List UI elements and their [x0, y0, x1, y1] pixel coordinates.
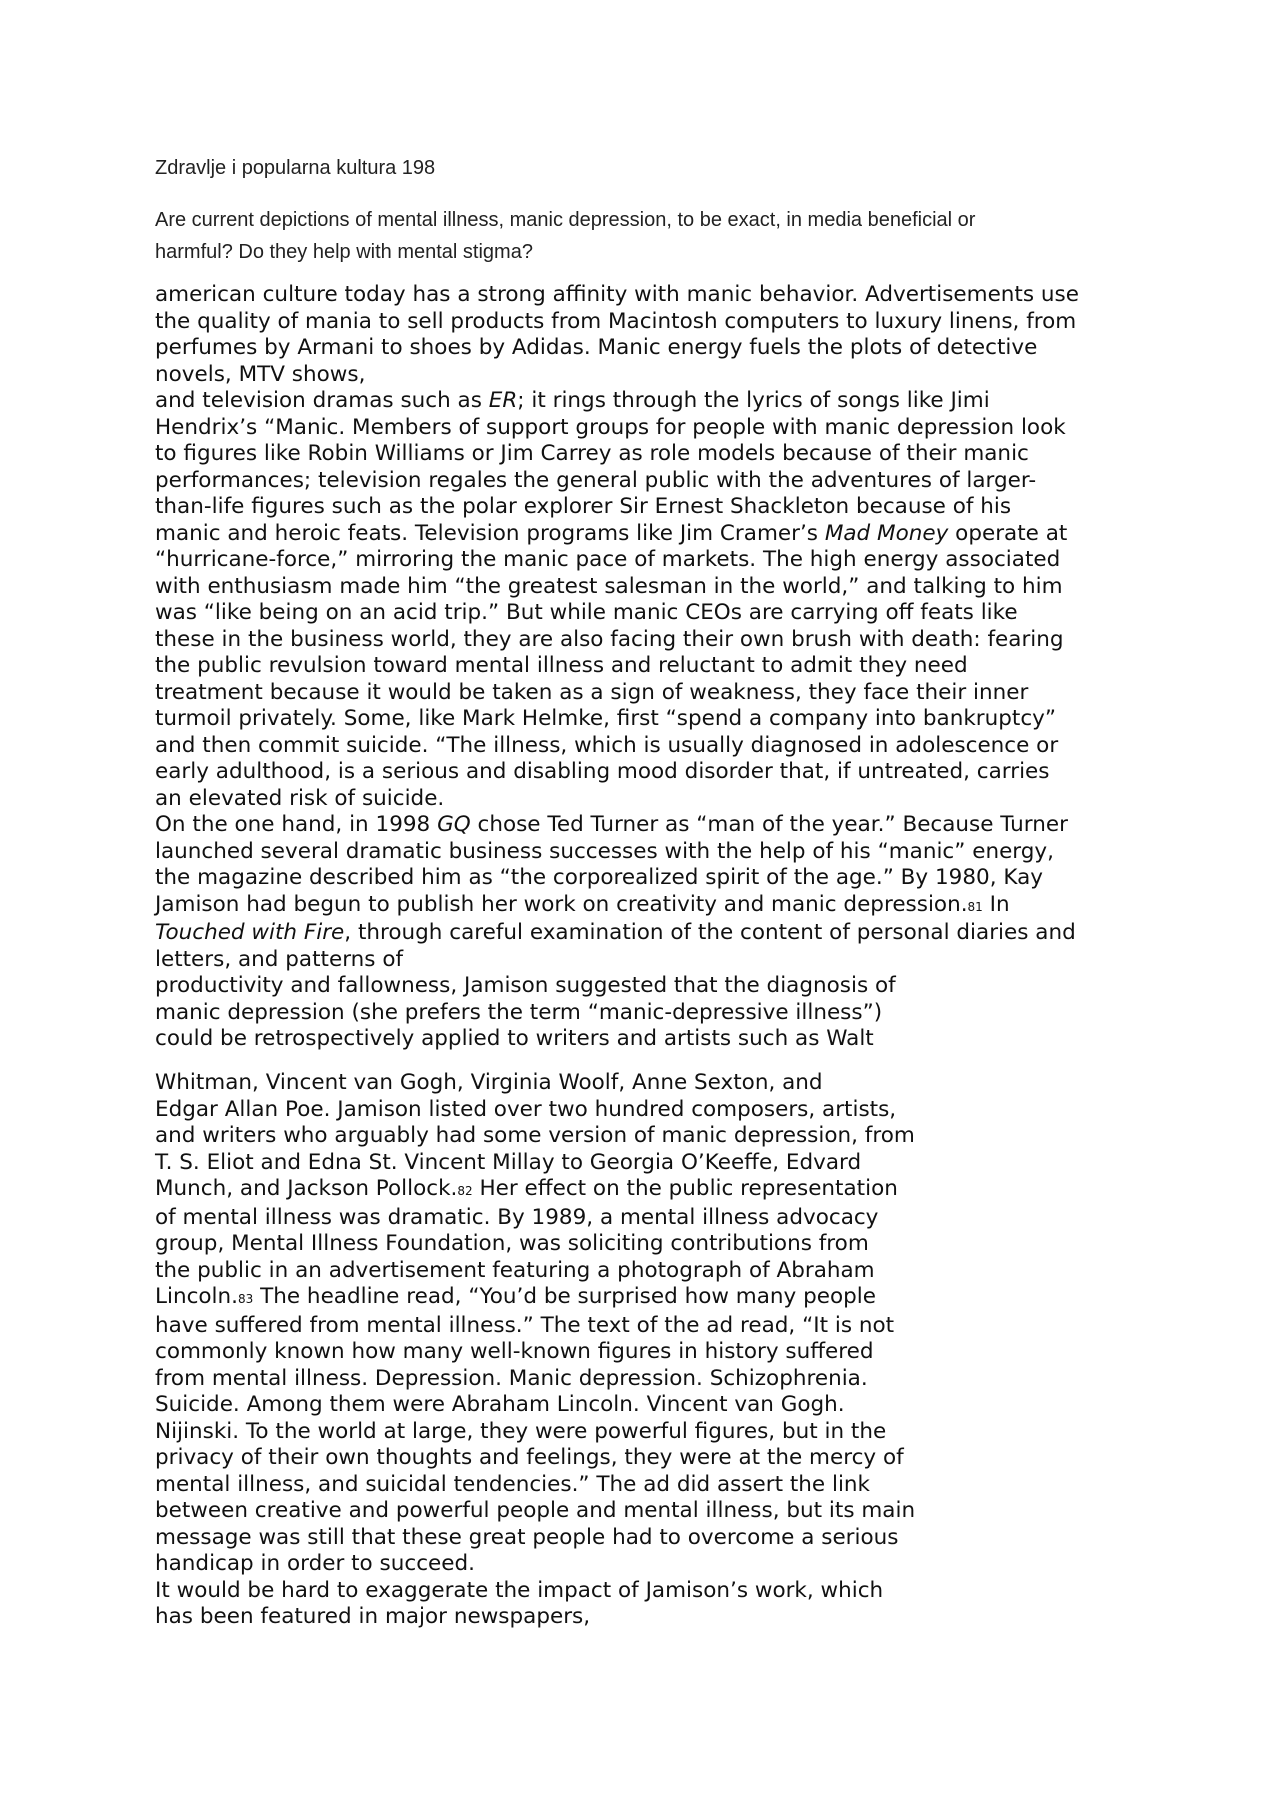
- text-line: [155, 547, 1155, 574]
- text-line: [155, 839, 1155, 866]
- text-line: [155, 494, 1155, 521]
- text-line: [155, 1498, 1155, 1525]
- question-line: Are current depictions of mental illness, manic depression, to be exact, in media beneficial or: [155, 209, 976, 231]
- text-run: treatment because it would be taken as a sign of weakness, they face their inner: [155, 679, 1029, 705]
- question-line: harmful? Do they help with mental stigma?: [155, 241, 533, 263]
- text-run: an elevated risk of suicide.: [155, 785, 445, 811]
- body-text-block-2: [155, 1070, 1155, 1631]
- text-line: [155, 892, 1155, 921]
- text-run: have suffered from mental illness.” The text of the ad read, “It is not: [155, 1312, 895, 1338]
- text-run: than-life figures such as the polar explorer Sir Ernest Shackleton because of his: [155, 494, 1012, 519]
- italic-title: Mad Money: [824, 520, 949, 546]
- text-run: was “like being on an acid trip.” But while manic CEOs are carrying off feats like: [155, 600, 1018, 625]
- text-line: [155, 1176, 1155, 1205]
- text-line: [155, 1551, 1155, 1578]
- page-header: Zdravlje i popularna kultura 198: [155, 157, 436, 179]
- text-run: launched several dramatic business successes with the help of his “manic” energy,: [155, 838, 1054, 864]
- text-run: novels, MTV shows,: [155, 361, 366, 387]
- text-line: [155, 600, 1155, 627]
- text-line: [155, 947, 1155, 974]
- text-run: “hurricane-force,” mirroring the manic pace of markets. The high energy associated: [155, 547, 1061, 572]
- text-run: has been featured in major newspapers,: [155, 1604, 591, 1629]
- text-line: [155, 1026, 1155, 1053]
- text-run: turmoil privately. Some, like Mark Helmke, first “spend a company into bankruptcy”: [155, 706, 1057, 731]
- text-run: to figures like Robin Williams or Jim Carrey as role models because of their manic: [155, 441, 1029, 466]
- footnote-marker: 81: [967, 899, 983, 914]
- body-text-block-1: [155, 282, 1155, 1053]
- text-line: [155, 759, 1155, 786]
- text-line: [155, 1231, 1155, 1258]
- text-run: the public in an advertisement featuring a photograph of Abraham: [155, 1257, 875, 1283]
- text-run: letters, and patterns of: [155, 946, 404, 972]
- text-line: [155, 1000, 1155, 1027]
- text-line: [155, 1604, 1155, 1631]
- text-run: early adulthood, is a serious and disabling mood disorder that, if untreated, carries: [155, 759, 1050, 784]
- text-run: the public revulsion toward mental illness and reluctant to admit they need: [155, 653, 968, 678]
- text-run: and then commit suicide. “The illness, which is usually diagnosed in adolescence or: [155, 732, 1059, 758]
- text-line: [155, 1123, 1155, 1150]
- text-run: of mental illness was dramatic. By 1989, a mental illness advocacy: [155, 1204, 879, 1230]
- text-run: could be retrospectively applied to writers and artists such as Walt: [155, 1026, 874, 1051]
- text-run: Edgar Allan Poe. Jamison listed over two hundred composers, artists,: [155, 1096, 897, 1122]
- text-line: [155, 388, 1155, 415]
- text-line: [155, 1150, 1155, 1177]
- text-run: Whitman, Vincent van Gogh, Virginia Woolf, Anne Sexton, and: [155, 1070, 823, 1095]
- text-line: [155, 1205, 1155, 1232]
- text-line: [155, 1419, 1155, 1446]
- text-line: [155, 733, 1155, 760]
- text-line: [155, 1258, 1155, 1285]
- text-run: Lincoln.: [155, 1284, 238, 1309]
- text-line: [155, 706, 1155, 733]
- text-run: and writers who arguably had some version of manic depression, from: [155, 1123, 915, 1148]
- text-line: [155, 309, 1155, 336]
- italic-title: ER: [488, 388, 518, 413]
- text-line: [155, 1284, 1155, 1313]
- text-run: Nijinski. To the world at large, they were powerful figures, but in the: [155, 1418, 887, 1444]
- text-line: [155, 627, 1155, 654]
- text-run: , through careful examination of the content of personal diaries and: [344, 920, 1076, 945]
- text-run: privacy of their own thoughts and feelings, they were at the mercy of: [155, 1445, 904, 1470]
- text-run: performances; television regales the general public with the adventures of larger-: [155, 467, 1037, 493]
- text-run: It would be hard to exaggerate the impact of Jamison’s work, which: [155, 1577, 884, 1603]
- text-run: Hendrix’s “Manic. Members of support groups for people with manic depression look: [155, 414, 1066, 440]
- text-line: [155, 653, 1155, 680]
- text-run: and television dramas such as: [155, 388, 489, 413]
- text-run: Her effect on the public representation: [472, 1176, 898, 1201]
- italic-title: GQ: [437, 812, 471, 837]
- italic-title: Touched with Fire: [155, 920, 345, 945]
- text-line: [155, 362, 1155, 389]
- text-line: [155, 574, 1155, 601]
- text-line: [155, 415, 1155, 442]
- text-run: from mental illness. Depression. Manic depression. Schizophrenia.: [155, 1365, 868, 1391]
- text-line: [155, 865, 1155, 892]
- text-line: [155, 1339, 1155, 1366]
- text-run: ; it rings through the lyrics of songs like Jimi: [517, 388, 990, 413]
- text-run: american culture today has a strong affinity with manic behavior. Advertisements use: [155, 282, 1079, 307]
- text-line: [155, 1313, 1155, 1340]
- text-line: [155, 1445, 1155, 1472]
- text-run: between creative and powerful people and mental illness, but its main: [155, 1498, 916, 1523]
- text-run: productivity and fallowness, Jamison suggested that the diagnosis of: [155, 973, 896, 998]
- text-run: Jamison had begun to publish her work on creativity and manic depression.: [155, 891, 968, 917]
- text-run: message was still that these great people had to overcome a serious: [155, 1524, 899, 1550]
- text-run: these in the business world, they are also facing their own brush with death: fearing: [155, 626, 1064, 652]
- text-line: [155, 1070, 1155, 1097]
- text-line: [155, 468, 1155, 495]
- text-run: chose Ted Turner as “man of the year.” Because Turner: [470, 812, 1068, 837]
- essay-question: [155, 204, 1085, 268]
- text-line: [155, 786, 1155, 813]
- text-line: [155, 680, 1155, 707]
- text-line: [155, 1097, 1155, 1124]
- text-line: [155, 1472, 1155, 1499]
- text-line: [155, 441, 1155, 468]
- footnote-marker: 83: [238, 1292, 254, 1306]
- text-line: [155, 1392, 1155, 1419]
- text-run: the quality of mania to sell products from Macintosh computers to luxury linens, from: [155, 308, 1077, 334]
- text-run: perfumes by Armani to shoes by Adidas. Manic energy fuels the plots of detective: [155, 335, 1038, 360]
- text-run: Suicide. Among them were Abraham Lincoln. Vincent van Gogh.: [155, 1392, 845, 1417]
- text-line: [155, 973, 1155, 1000]
- text-line: [155, 812, 1155, 839]
- text-run: with enthusiasm made him “the greatest salesman in the world,” and talking to him: [155, 573, 1063, 599]
- text-run: manic and heroic feats. Television programs like Jim Cramer’s: [155, 520, 825, 546]
- text-run: group, Mental Illness Foundation, was soliciting contributions from: [155, 1231, 869, 1256]
- text-run: Munch, and Jackson Pollock.: [155, 1176, 458, 1201]
- text-run: commonly known how many well-known figures in history suffered: [155, 1339, 874, 1364]
- text-run: The headline read, “You’d be surprised how many people: [253, 1284, 876, 1309]
- text-line: [155, 282, 1155, 309]
- text-run: T. S. Eliot and Edna St. Vincent Millay to Georgia O’Keeffe, Edvard: [155, 1149, 862, 1175]
- text-line: [155, 1366, 1155, 1393]
- text-line: [155, 920, 1155, 947]
- footnote-marker: 82: [457, 1184, 473, 1198]
- text-line: [155, 335, 1155, 362]
- text-run: handicap in order to succeed.: [155, 1551, 475, 1576]
- text-run: the magazine described him as “the corporealized spirit of the age.” By 1980, Kay: [155, 865, 1043, 890]
- text-run: On the one hand, in 1998: [155, 812, 438, 837]
- text-run: mental illness, and suicidal tendencies.” The ad did assert the link: [155, 1471, 871, 1497]
- text-line: [155, 1578, 1155, 1605]
- text-run: operate at: [948, 520, 1068, 546]
- text-run: In: [982, 891, 1010, 917]
- text-run: manic depression (she prefers the term “manic-depressive illness”): [155, 999, 883, 1025]
- text-line: [155, 1525, 1155, 1552]
- text-line: [155, 521, 1155, 548]
